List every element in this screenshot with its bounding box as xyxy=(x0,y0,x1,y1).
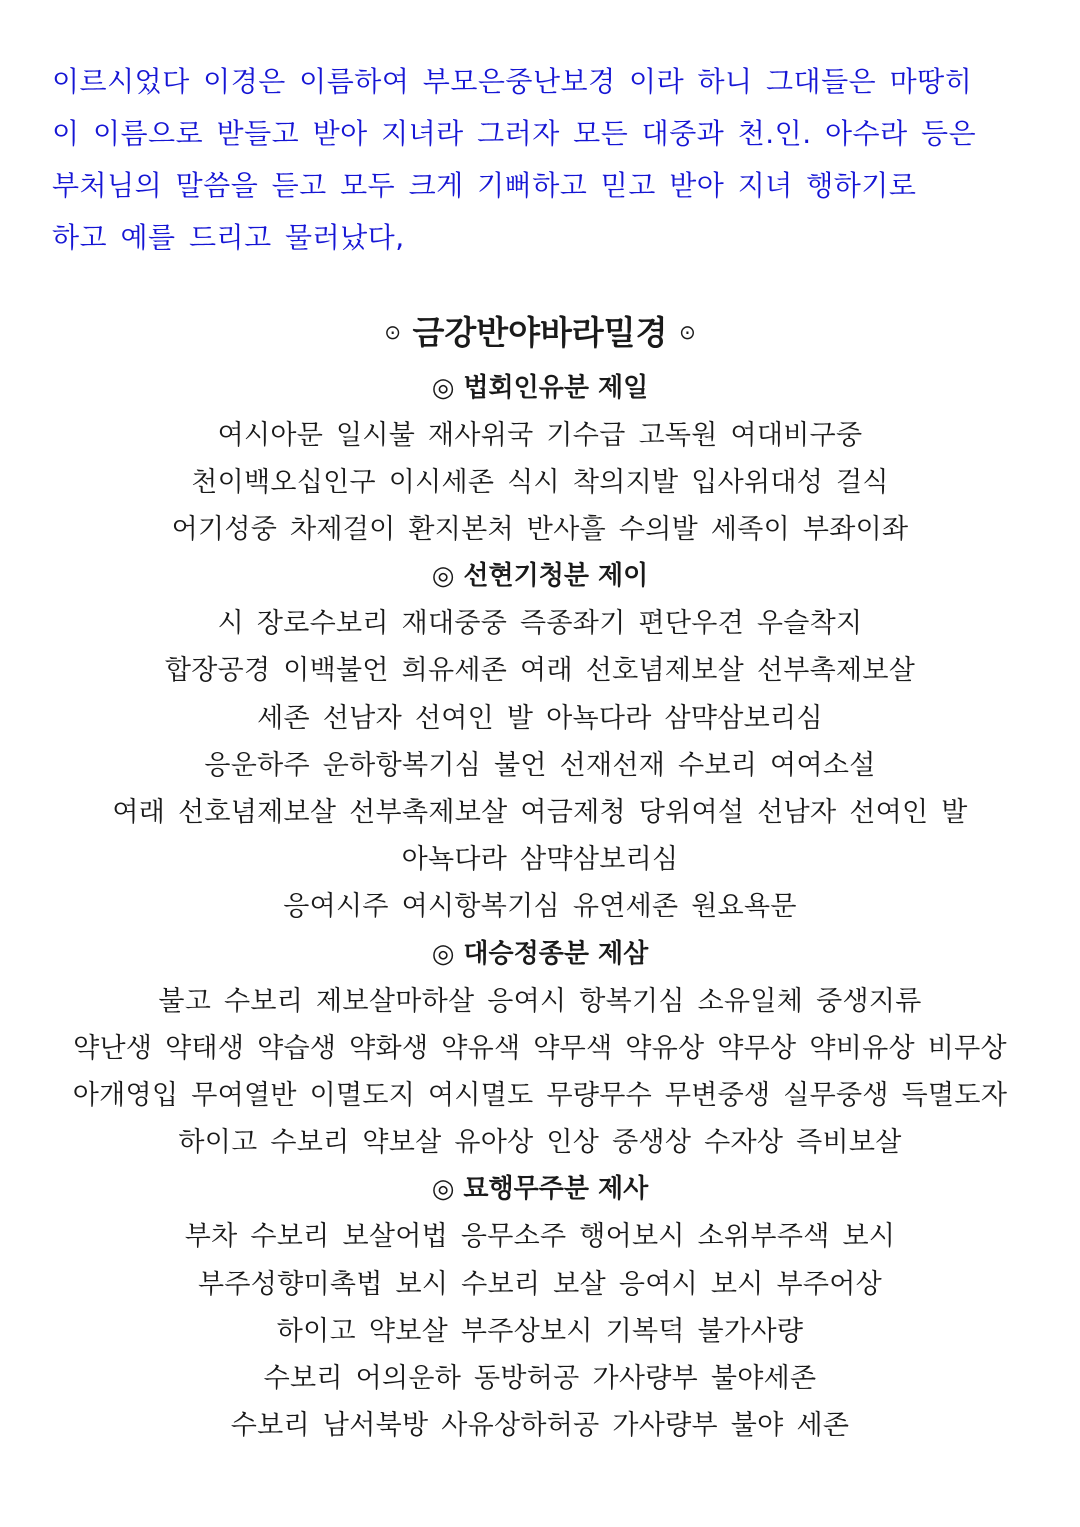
sutra-section xyxy=(0,365,1080,554)
section-heading: ◎ 묘행무주분 제사 xyxy=(431,1174,649,1205)
sutra-section xyxy=(0,931,1080,1167)
verse-line: 시 장로수보리 재대중중 즉종좌기 편단우견 우슬착지 xyxy=(217,608,863,640)
verse-line: 여시아문 일시불 재사위국 기수급 고독원 여대비구중 xyxy=(217,419,863,451)
verse-line: 부차 수보리 보살어법 응무소주 행어보시 소위부주색 보시 xyxy=(184,1221,896,1253)
verse-line: 수보리 남서북방 사유상하허공 가사량부 불야 세존 xyxy=(230,1410,850,1442)
verse-line: 세존 선남자 선여인 발 아뇩다라 삼먁삼보리심 xyxy=(257,702,823,734)
verse-line: 하이고 약보살 부주상보시 기복덕 불가사량 xyxy=(276,1315,804,1347)
section-heading: ◎ 대승정종분 제삼 xyxy=(431,938,649,969)
sutra-section xyxy=(0,553,1080,930)
verse-line: 응운하주 운하항복기심 불언 선재선재 수보리 여여소설 xyxy=(204,749,876,781)
verse-line: 수보리 어의운하 동방허공 가사량부 불야세존 xyxy=(263,1362,817,1394)
circle-dot-icon: ⊙ xyxy=(679,319,696,344)
sutra-text xyxy=(0,305,1080,1449)
intro-line: 하고 예를 드리고 물러났다, xyxy=(52,221,405,254)
verse-line: 약난생 약태생 약습생 약화생 약유색 약무색 약유상 약무상 약비유상 비무상 xyxy=(73,1032,1007,1064)
verse-line: 불고 수보리 제보살마하살 응여시 항복기심 소유일체 중생지류 xyxy=(158,985,922,1017)
circle-dot-icon: ⊙ xyxy=(384,319,401,344)
verse-line: 어기성중 차제걸이 환지본처 반사흘 수의발 세족이 부좌이좌 xyxy=(171,513,909,545)
verse-line: 아개영입 무여열반 이멸도지 여시멸도 무량무수 무변중생 실무중생 득멸도자 xyxy=(72,1079,1008,1111)
intro-paragraph xyxy=(52,56,1042,264)
verse-line: 합장공경 이백불언 희유세존 여래 선호념제보살 선부촉제보살 xyxy=(164,655,916,687)
intro-line: 이르시었다 이경은 이름하여 부모은중난보경 이라 하니 그대들은 마땅히 xyxy=(52,65,973,98)
sutra-section xyxy=(0,1166,1080,1449)
section-heading: ◎ 선현기청분 제이 xyxy=(431,561,649,592)
section-heading: ◎ 법회인유분 제일 xyxy=(431,372,649,403)
intro-line: 부처님의 말씀을 듣고 모두 크게 기뻐하고 믿고 받아 지녀 행하기로 xyxy=(52,169,917,202)
sutra-title-text: 금강반야바라밀경 xyxy=(412,313,668,352)
intro-line: 이 이름으로 받들고 받아 지녀라 그러자 모든 대중과 천.인. 아수라 등은 xyxy=(52,117,977,150)
verse-line: 응여시주 여시항복기심 유연세존 원요욕문 xyxy=(283,891,797,923)
sutra-title xyxy=(0,305,1080,363)
verse-line: 하이고 수보리 약보살 유아상 인상 중생상 수자상 즉비보살 xyxy=(178,1127,902,1159)
verse-line: 아뇩다라 삼먁삼보리심 xyxy=(401,844,679,876)
verse-line: 부주성향미촉법 보시 수보리 보살 응여시 보시 부주어상 xyxy=(197,1268,883,1300)
verse-line: 여래 선호념제보살 선부촉제보살 여금제청 당위여설 선남자 선여인 발 xyxy=(112,796,968,828)
verse-line: 천이백오십인구 이시세존 식시 착의지발 입사위대성 걸식 xyxy=(191,466,889,498)
